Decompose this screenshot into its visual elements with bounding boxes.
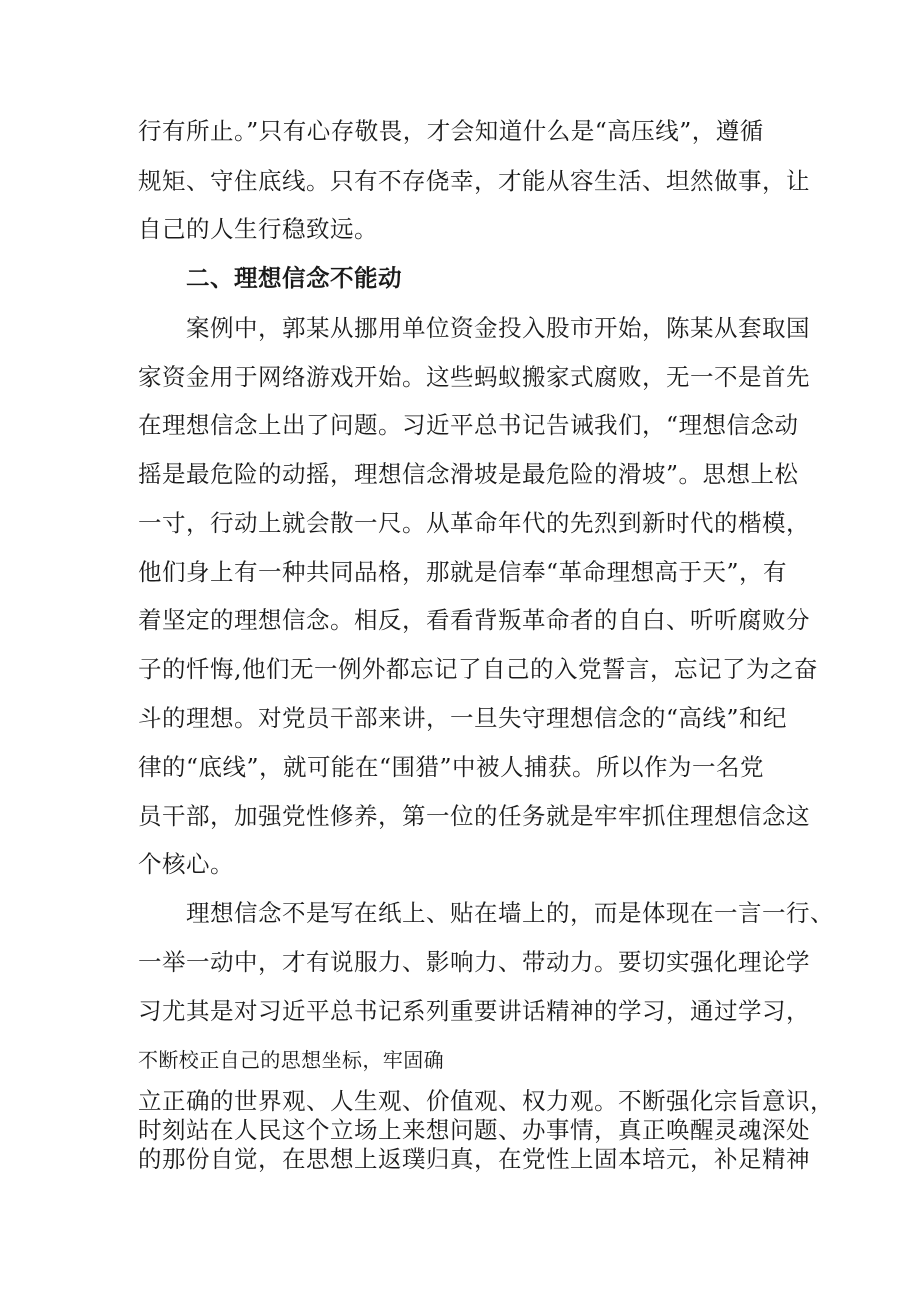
- paragraph-line: 着坚定的理想信念。相反，看看背叛革命者的自白、听听腐败分: [138, 606, 810, 634]
- paragraph-line: 他们身上有一种共同品格，那就是信奉“革命理想高于天”，有: [138, 558, 788, 586]
- paragraph-line: 理想信念不是写在纸上、贴在墙上的，而是体现在一言一行、: [186, 899, 834, 927]
- paragraph-line: 个核心。: [138, 850, 234, 878]
- paragraph-line: 在理想信念上出了问题。习近平总书记告诫我们，“理想信念动: [138, 411, 799, 439]
- paragraph-line: 规矩、守住底线。只有不存侥幸，才能从容生活、坦然做事，让: [138, 167, 810, 195]
- paragraph-line: 自己的人生行稳致远。: [138, 215, 378, 243]
- paragraph-line: 行有所止。”只有心存敬畏，才会知道什么是“高压线”，遵循: [138, 117, 764, 145]
- section-heading: 二、理想信念不能动: [186, 264, 402, 292]
- paragraph-line: 家资金用于网络游戏开始。这些蚂蚁搬家式腐败，无一不是首先: [138, 363, 810, 391]
- paragraph-line: 斗的理想。对党员干部来讲，一旦失守理想信念的“高线”和纪: [138, 704, 788, 732]
- paragraph-line: 案例中，郭某从挪用单位资金投入股市开始，陈某从套取国: [186, 314, 810, 342]
- paragraph-line: 立正确的世界观、人生观、价值观、权力观。不断强化宗旨意识，: [138, 1087, 834, 1115]
- paragraph-line: 的那份自觉，在思想上返璞归真，在党性上固本培元，补足精神: [138, 1145, 810, 1173]
- paragraph-line: 不断校正自己的思想坐标，牢固确: [138, 1048, 444, 1072]
- paragraph-line: 一寸，行动上就会散一尺。从革命年代的先烈到新时代的楷模，: [138, 509, 810, 537]
- paragraph-line: 习尤其是对习近平总书记系列重要讲话精神的学习，通过学习，: [138, 997, 810, 1025]
- paragraph-line: 律的“底线”，就可能在“围猎”中被人捕获。所以作为一名党: [138, 753, 765, 781]
- paragraph-line: 时刻站在人民这个立场上来想问题、办事情，真正唤醒灵魂深处: [138, 1116, 810, 1144]
- paragraph-line: 摇是最危险的动摇，理想信念滑坡是最危险的滑坡”。思想上松: [138, 460, 799, 488]
- paragraph-line: 子的忏悔,他们无一例外都忘记了自己的入党誓言，忘记了为之奋: [138, 655, 818, 683]
- paragraph-line: 员干部，加强党性修养，第一位的任务就是牢牢抓住理想信念这: [138, 802, 810, 830]
- paragraph-line: 一举一动中，才有说服力、影响力、带动力。要切实强化理论学: [138, 948, 810, 976]
